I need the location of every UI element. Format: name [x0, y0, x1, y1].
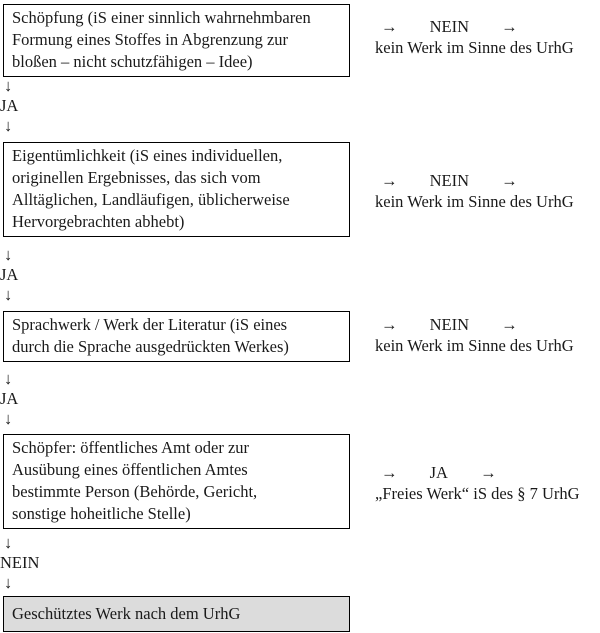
down-arrow-icon: ↓	[4, 533, 13, 552]
down-arrow-icon: ↓	[4, 285, 13, 304]
box-line: originellen Ergebnisses, das sich vom	[12, 168, 261, 187]
flow-connector-3	[0, 369, 18, 429]
box-line: sonstige hoheitliche Stelle)	[12, 504, 191, 523]
down-arrow-icon: ↓	[4, 409, 13, 428]
decision-box-schoepfung	[3, 4, 350, 77]
box-line: bestimmte Person (Behörde, Gericht,	[12, 482, 258, 501]
branch-nein-2	[375, 170, 574, 212]
branch-arrow-line	[375, 170, 574, 191]
branch-nein-1	[375, 16, 574, 58]
box-line: Eigentümlichkeit (iS eines individuellen,	[12, 146, 283, 165]
box-line: Sprachwerk / Werk der Literatur (iS eines	[12, 315, 288, 334]
branch-label: JA	[429, 463, 448, 482]
right-arrow-icon: →	[480, 463, 497, 482]
flow-connector-4	[0, 533, 39, 593]
right-arrow-icon: →	[381, 17, 398, 36]
right-arrow-icon: →	[501, 315, 518, 334]
connector-label: JA	[0, 265, 19, 284]
right-arrow-icon: →	[501, 17, 518, 36]
connector-label: JA	[0, 389, 19, 408]
branch-result: „Freies Werk“ iS des § 7 UrhG	[375, 484, 580, 503]
right-arrow-icon: →	[381, 315, 398, 334]
box-line: Schöpfer: öffentliches Amt oder zur	[12, 438, 250, 457]
connector-label: NEIN	[0, 553, 40, 572]
flow-connector-2	[0, 245, 18, 305]
branch-label: NEIN	[429, 315, 470, 334]
branch-result: kein Werk im Sinne des UrhG	[375, 336, 574, 355]
right-arrow-icon: →	[501, 171, 518, 190]
down-arrow-icon: ↓	[4, 369, 13, 388]
decision-box-schoepfer	[3, 434, 350, 529]
branch-arrow-line	[375, 314, 574, 335]
branch-result: kein Werk im Sinne des UrhG	[375, 38, 574, 57]
box-line: Hervorgebrachten abhebt)	[12, 212, 185, 231]
branch-arrow-line	[375, 462, 580, 483]
down-arrow-icon: ↓	[4, 116, 13, 135]
box-line: durch die Sprache ausgedrückten Werkes)	[12, 337, 289, 356]
branch-arrow-line	[375, 16, 574, 37]
flow-connector-1	[0, 76, 18, 136]
down-arrow-icon: ↓	[4, 245, 13, 264]
right-arrow-icon: →	[381, 463, 398, 482]
box-line: Ausübung eines öffentlichen Amtes	[12, 460, 248, 479]
branch-ja-4	[375, 462, 580, 504]
branch-label: NEIN	[429, 17, 470, 36]
box-line: Alltäglichen, Landläufigen, üblicherweise	[12, 190, 290, 209]
box-line: bloßen – nicht schutzfähigen – Idee)	[12, 52, 253, 71]
result-box-geschuetztes-werk: Geschütztes Werk nach dem UrhG	[3, 596, 350, 632]
box-line: Schöpfung (iS einer sinnlich wahrnehmbaren	[12, 8, 311, 27]
decision-box-sprachwerk	[3, 311, 350, 362]
right-arrow-icon: →	[381, 171, 398, 190]
down-arrow-icon: ↓	[4, 573, 13, 592]
down-arrow-icon: ↓	[4, 76, 13, 95]
branch-label: NEIN	[429, 171, 470, 190]
decision-box-eigentuemlichkeit	[3, 142, 350, 237]
branch-result: kein Werk im Sinne des UrhG	[375, 192, 574, 211]
branch-nein-3	[375, 314, 574, 356]
box-line: Formung eines Stoffes in Abgrenzung zur	[12, 30, 289, 49]
connector-label: JA	[0, 96, 19, 115]
